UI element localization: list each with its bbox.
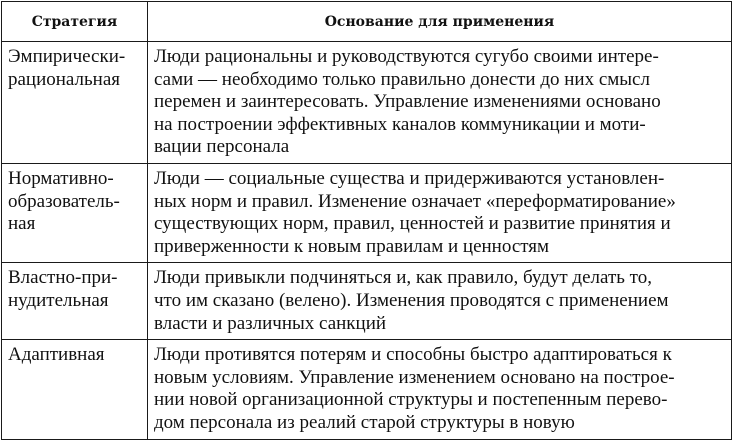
strategy-cell bbox=[2, 340, 148, 439]
strategy-line: образователь- bbox=[8, 190, 120, 212]
header-row bbox=[2, 2, 732, 42]
basis-line: перемен и заинтересовать. Управление изменениями основано bbox=[154, 91, 661, 113]
strategy-line: рациональная bbox=[8, 68, 121, 90]
basis-line: нии новой организационной структуры и постепенным перево- bbox=[154, 389, 668, 411]
basis-cell bbox=[148, 42, 732, 164]
header-basis: Основание для применения bbox=[148, 2, 732, 42]
strategy-cell bbox=[2, 263, 148, 340]
strategy-line: Властно-при- bbox=[8, 267, 118, 289]
basis-line: ных норм и правил. Изменение означает «переформатирование» bbox=[154, 190, 676, 212]
strategy-line: Адаптивная bbox=[8, 344, 105, 366]
basis-line: Люди привыкли подчиняться и, как правило, будут делать то, bbox=[154, 267, 652, 289]
basis-line: что им сказано (велено). Изменения проводятся с применением bbox=[154, 289, 669, 311]
basis-cell bbox=[148, 263, 732, 340]
strategy-table bbox=[1, 1, 732, 440]
table-row bbox=[2, 263, 732, 340]
basis-line: Люди противятся потерям и способны быстро адаптироваться к bbox=[154, 344, 672, 366]
table-row bbox=[2, 340, 732, 439]
strategy-line: ная bbox=[8, 213, 36, 235]
basis-line: Люди рациональны и руководствуются сугубо своими интере- bbox=[154, 46, 659, 67]
basis-cell bbox=[148, 340, 732, 439]
basis-line: власти и различных санкций bbox=[154, 312, 387, 334]
basis-line: приверженности к новым правилам и ценностям bbox=[154, 235, 550, 257]
basis-line: дом персонала из реалий старой структуры в новую bbox=[154, 411, 575, 433]
basis-line: новым условиям. Управление изменением основано на построе- bbox=[154, 366, 675, 388]
strategy-line: нудительная bbox=[8, 289, 109, 311]
basis-line: на построении эффективных каналов коммуникации и моти- bbox=[154, 113, 646, 135]
table-row bbox=[2, 42, 732, 164]
strategy-line: Нормативно- bbox=[8, 167, 114, 189]
basis-line: сами — необходимо только правильно донести до них смысл bbox=[154, 68, 650, 90]
strategy-cell bbox=[2, 163, 148, 262]
basis-line: Люди — социальные существа и придерживаются установлен- bbox=[154, 167, 665, 189]
basis-line: существующих норм, правил, ценностей и развитие принятия и bbox=[154, 213, 671, 235]
basis-line: вации персонала bbox=[154, 136, 290, 158]
table-row bbox=[2, 163, 732, 262]
strategy-cell bbox=[2, 42, 148, 164]
basis-cell bbox=[148, 163, 732, 262]
strategy-line: Эмпирически- bbox=[8, 46, 126, 67]
header-strategy: Стратегия bbox=[2, 2, 148, 42]
